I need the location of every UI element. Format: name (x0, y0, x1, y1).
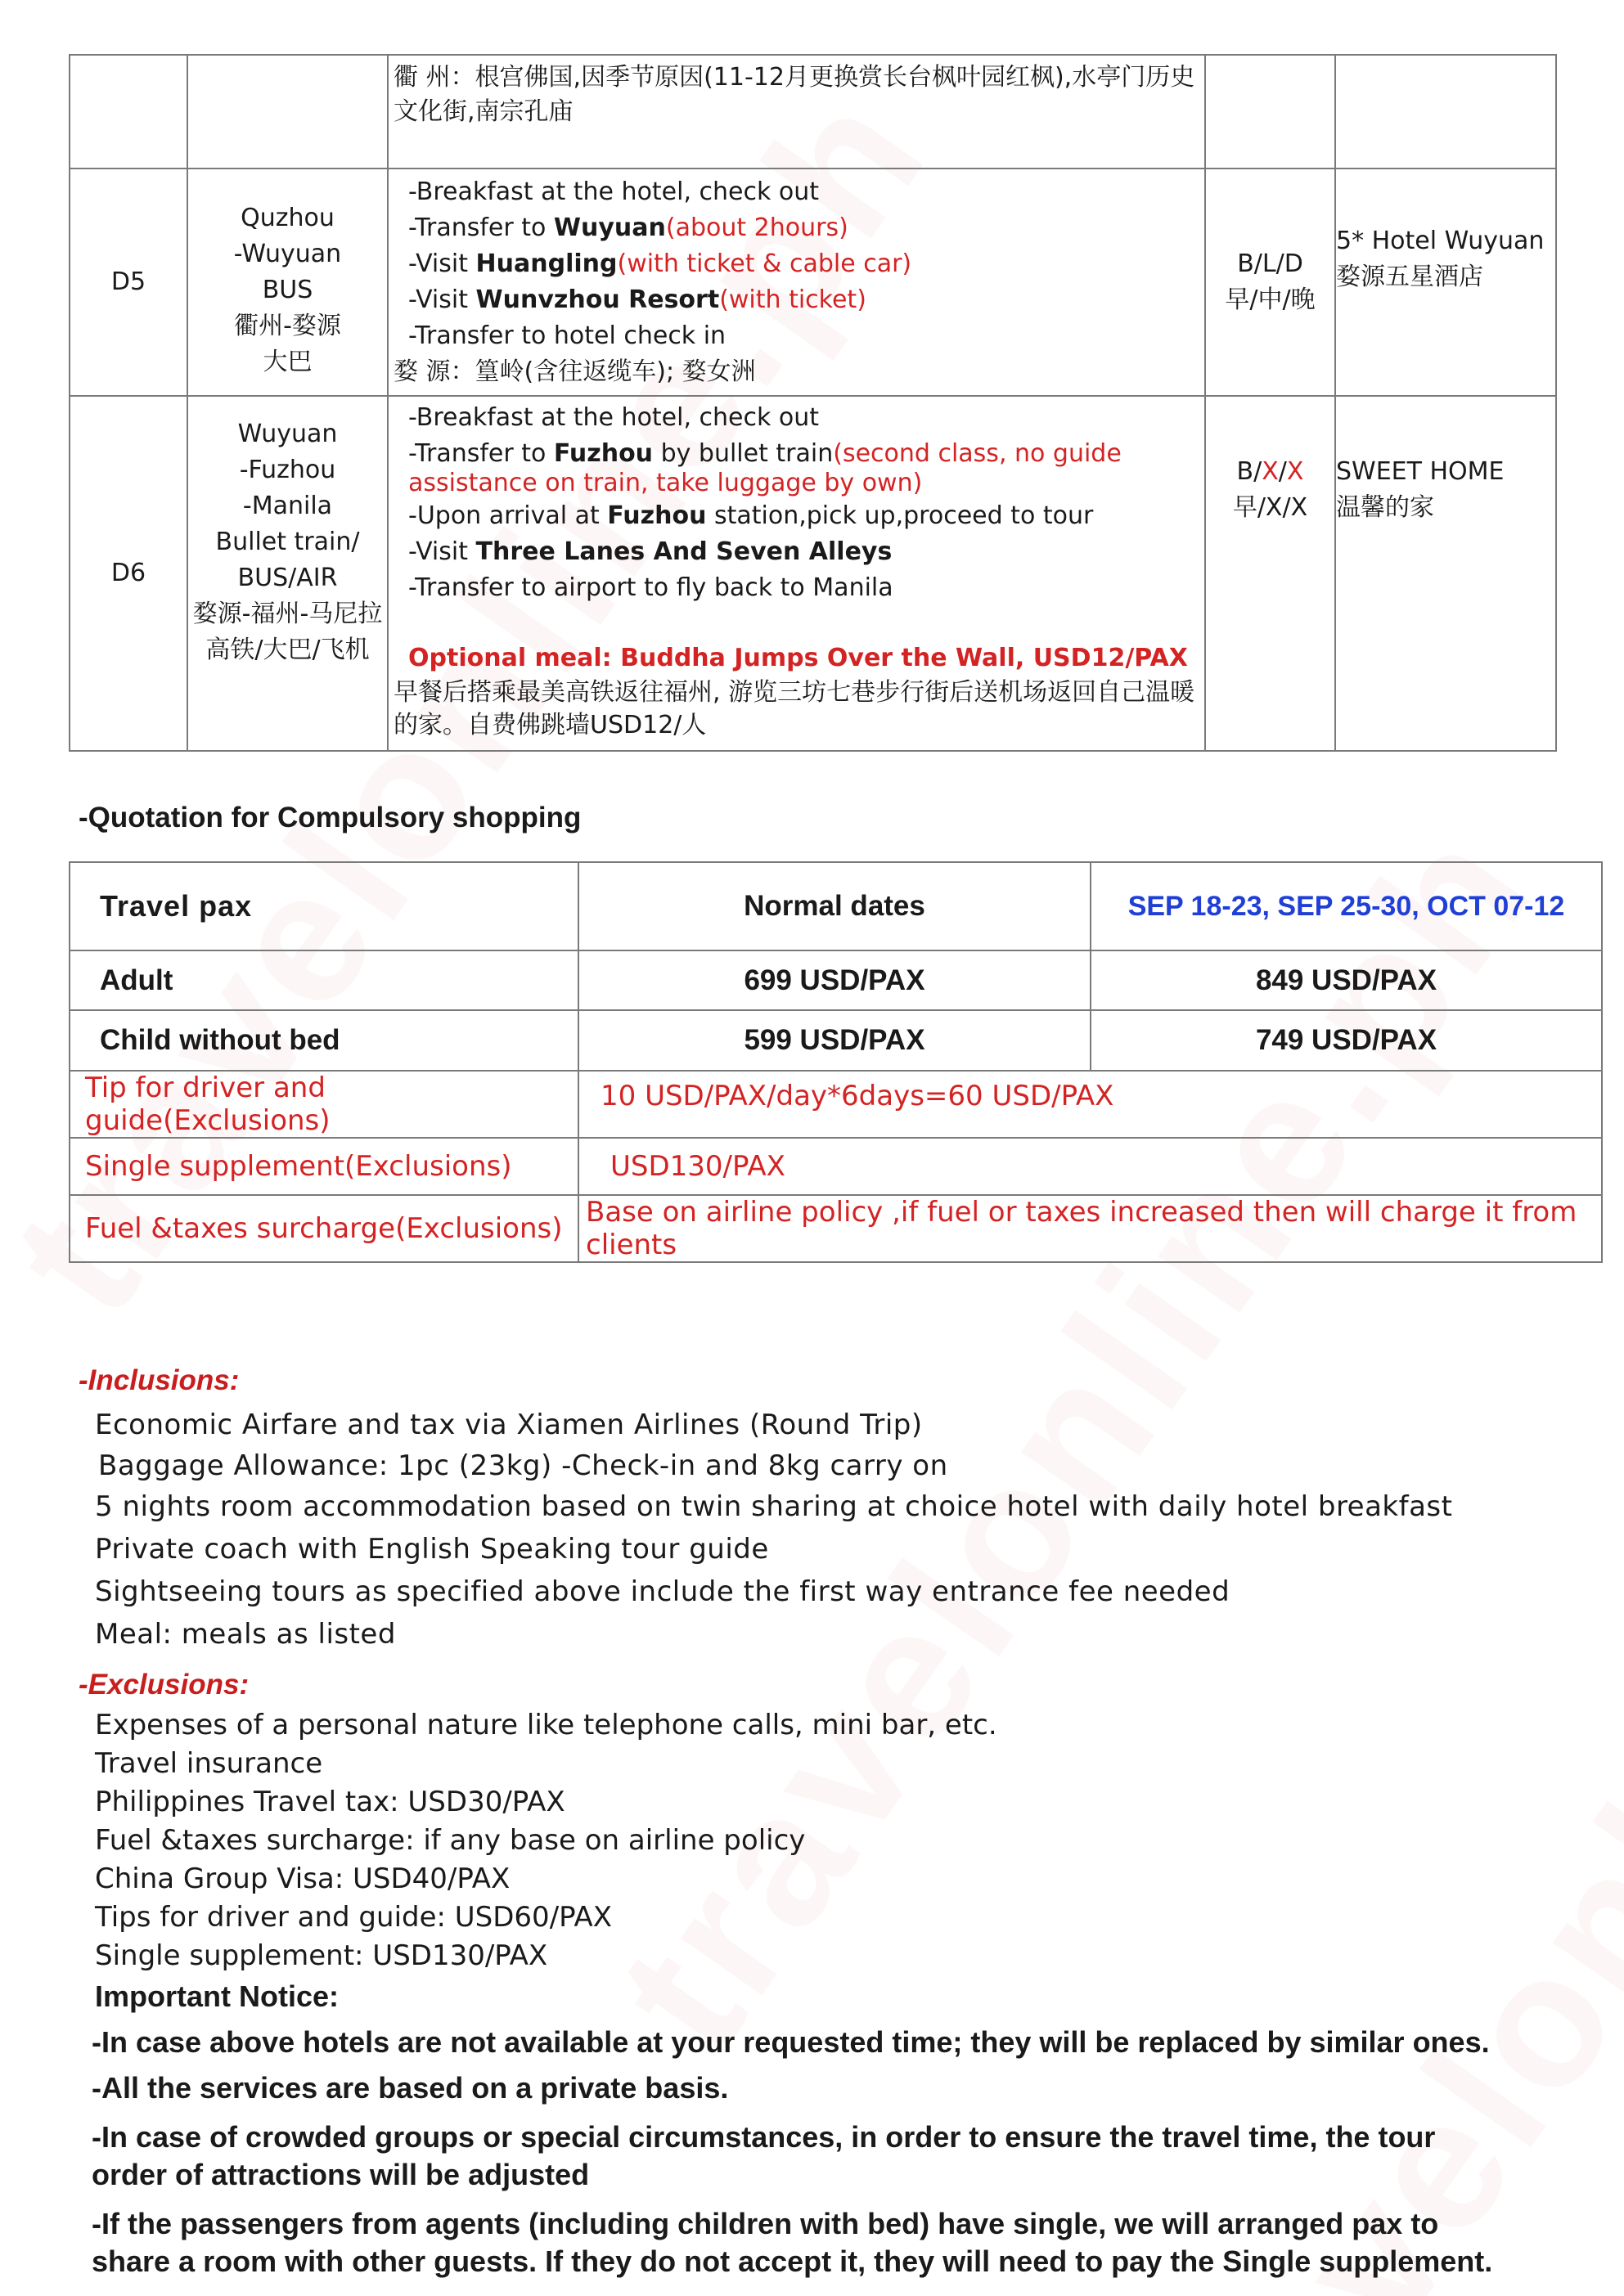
exclusion-label: Fuel &taxes surcharge(Exclusions) (70, 1195, 578, 1262)
exclusion-item: Fuel &taxes surcharge: if any base on airline policy (95, 1824, 806, 1857)
hotel-cn: 温馨的家 (1336, 493, 1434, 522)
inclusions-title: -Inclusions: (79, 1364, 240, 1396)
normal-price: 599 USD/PAX (578, 1010, 1091, 1071)
note-red: (second class, no guide (833, 439, 1122, 468)
meal-en: B/X/X (1236, 457, 1304, 486)
header-normal-dates: Normal dates (578, 862, 1091, 950)
exclusion-item: Travel insurance (95, 1747, 323, 1780)
hotel-en: SWEET HOME (1336, 457, 1505, 486)
route-line: Wuyuan (237, 420, 338, 448)
description-line: -Visit Wunvzhou Resort(with ticket) (408, 285, 866, 314)
inclusion-item: Baggage Allowance: 1pc (23kg) -Check-in and 8kg carry on (98, 1449, 948, 1482)
inclusion-item: 5 nights room accommodation based on twin sharing at choice hotel with daily hotel breakfast (95, 1490, 1453, 1523)
inclusion-item: Sightseeing tours as specified above include the first way entrance fee needed (95, 1575, 1230, 1608)
peak-price: 849 USD/PAX (1091, 950, 1602, 1010)
exclusion-row (70, 1195, 1602, 1262)
meal-cell (1205, 168, 1335, 396)
note-red: (with ticket & cable car) (617, 249, 912, 278)
header-travel-pax: Travel pax (70, 862, 578, 950)
day-label: D5 (70, 168, 187, 396)
exclusion-value: 10 USD/PAX/day*6days=60 USD/PAX (578, 1071, 1602, 1138)
route-line: -Manila (242, 492, 333, 520)
important-notice-section (79, 1979, 1600, 2280)
itinerary-table (69, 54, 1557, 752)
exclusion-row (70, 1071, 1602, 1138)
notice-item: -In case above hotels are not available at your requested time; they will be replaced by similar ones. (92, 2025, 1490, 2059)
description-line-cn: 早餐后搭乘最美高铁返往福州, 游览三坊七巷步行街后送机场返回自己温暖 (394, 678, 1195, 707)
meal-cell (1205, 396, 1335, 751)
route-line: 大巴 (263, 348, 313, 376)
inclusion-item: Meal: meals as listed (95, 1618, 396, 1651)
exclusion-item: Single supplement: USD130/PAX (95, 1939, 548, 1972)
meal-cn: 早/中/晚 (1225, 285, 1316, 314)
quotation-row (70, 1010, 1602, 1071)
hotel-cell (1335, 396, 1556, 751)
itinerary-row-d6 (70, 396, 1556, 751)
description-line: -Visit Three Lanes And Seven Alleys (408, 537, 893, 566)
quotation-header-row (70, 862, 1602, 950)
description-cell (388, 55, 1205, 168)
description-line-cn: 婺 源：篁岭(含往返缆车); 婺女洲 (394, 357, 756, 386)
hotel-cell (1335, 168, 1556, 396)
description-line: 衢 州：根宫佛国,因季节原因(11-12月更换赏长台枫叶园红枫),水亭门历史 (394, 63, 1195, 92)
exclusion-value: Base on airline policy ,if fuel or taxes increased then will charge it from clients (578, 1195, 1602, 1262)
hotel-cn: 婺源五星酒店 (1336, 263, 1483, 291)
inclusion-item: Private coach with English Speaking tour guide (95, 1533, 769, 1566)
exclusion-label: Single supplement(Exclusions) (70, 1138, 578, 1195)
description-cell (388, 396, 1205, 751)
route-line: -Wuyuan (233, 240, 342, 268)
place-name: Wunvzhou Resort (475, 285, 720, 314)
description-cell (388, 168, 1205, 396)
route-line: -Fuzhou (239, 456, 336, 484)
quotation-title: -Quotation for Compulsory shopping (79, 802, 582, 833)
quotation-table (69, 861, 1603, 1263)
meal-cn: 早/X/X (1232, 493, 1308, 522)
description-line: -Transfer to Fuzhou by bullet train(second class, no guide (408, 439, 1122, 468)
hotel-cell (1335, 55, 1556, 168)
description-line: -Breakfast at the hotel, check out (408, 177, 820, 206)
exclusion-row (70, 1138, 1602, 1195)
header-peak-dates: SEP 18-23, SEP 25-30, OCT 07-12 (1091, 862, 1602, 950)
place-name: Wuyuan (553, 213, 666, 242)
place-name: Three Lanes And Seven Alleys (475, 537, 893, 566)
exclusions-section (79, 1669, 997, 1975)
day-label: D6 (70, 396, 187, 751)
description-line: -Upon arrival at Fuzhou station,pick up,proceed to tour (408, 501, 1094, 530)
route-cell (187, 168, 388, 396)
route-line: 衢州-婺源 (234, 312, 341, 340)
itinerary-row-d5 (70, 168, 1556, 396)
route-line: Bullet train/ (215, 528, 360, 556)
route-line: Quzhou (241, 204, 335, 232)
notice-item-cont: share a room with other guests. If they do not accept it, they will need to pay the Single supplement. (92, 2244, 1493, 2278)
inclusions-section (79, 1364, 1452, 1656)
description-line-cn: 的家。自费佛跳墙USD12/人 (394, 711, 707, 739)
pax-type: Child without bed (70, 1010, 578, 1071)
route-cell (187, 55, 388, 168)
pax-type: Adult (70, 950, 578, 1010)
optional-meal: Optional meal: Buddha Jumps Over the Wall, USD12/PAX (408, 644, 1188, 672)
notice-item-cont: order of attractions will be adjusted (92, 2158, 590, 2191)
route-line: BUS/AIR (237, 564, 338, 592)
description-line: -Transfer to airport to fly back to Manila (408, 573, 893, 602)
route-line: 婺源-福州-马尼拉 (192, 600, 383, 628)
description-line: -Transfer to hotel check in (408, 321, 727, 350)
note-red: (with ticket) (719, 285, 866, 314)
notice-item: -If the passengers from agents (including children with bed) have single, we will arranged pax to (92, 2207, 1439, 2240)
exclusion-label: Tip for driver and guide(Exclusions) (70, 1071, 578, 1138)
hotel-en: 5* Hotel Wuyuan (1336, 227, 1545, 255)
exclusion-value: USD130/PAX (578, 1138, 1602, 1195)
description-line: 文化街,南宗孔庙 (394, 97, 574, 126)
exclusions-title: -Exclusions: (79, 1669, 250, 1701)
notice-item: -All the services are based on a private basis. (92, 2071, 729, 2105)
meal-en: B/L/D (1237, 249, 1303, 278)
exclusion-item: Philippines Travel tax: USD30/PAX (95, 1786, 565, 1818)
peak-price: 749 USD/PAX (1091, 1010, 1602, 1071)
place-name: Huangling (475, 249, 618, 278)
description-line: -Visit Huangling(with ticket & cable car) (408, 249, 912, 278)
meal-cell (1205, 55, 1335, 168)
inclusion-item: Economic Airfare and tax via Xiamen Airlines (Round Trip) (95, 1409, 923, 1441)
note-red: (about 2hours) (665, 213, 848, 242)
description-line: -Breakfast at the hotel, check out (408, 403, 820, 432)
notice-title: Important Notice: (95, 1979, 340, 2013)
normal-price: 699 USD/PAX (578, 950, 1091, 1010)
route-line: BUS (262, 276, 313, 304)
description-line: -Transfer to Wuyuan(about 2hours) (408, 213, 848, 242)
route-cell (187, 396, 388, 751)
notice-item: -In case of crowded groups or special circumstances, in order to ensure the travel time, the tour (92, 2120, 1436, 2154)
itinerary-row-continued (70, 55, 1556, 168)
quotation-row (70, 950, 1602, 1010)
note-red: assistance on train, take luggage by own) (408, 469, 923, 497)
exclusion-item: China Group Visa: USD40/PAX (95, 1862, 511, 1895)
exclusion-item: Tips for driver and guide: USD60/PAX (95, 1901, 613, 1934)
route-line: 高铁/大巴/飞机 (205, 636, 370, 664)
place-name: Fuzhou (607, 501, 707, 530)
day-cell (70, 55, 187, 168)
exclusion-item: Expenses of a personal nature like telephone calls, mini bar, etc. (95, 1709, 997, 1741)
place-name: Fuzhou (553, 439, 654, 468)
